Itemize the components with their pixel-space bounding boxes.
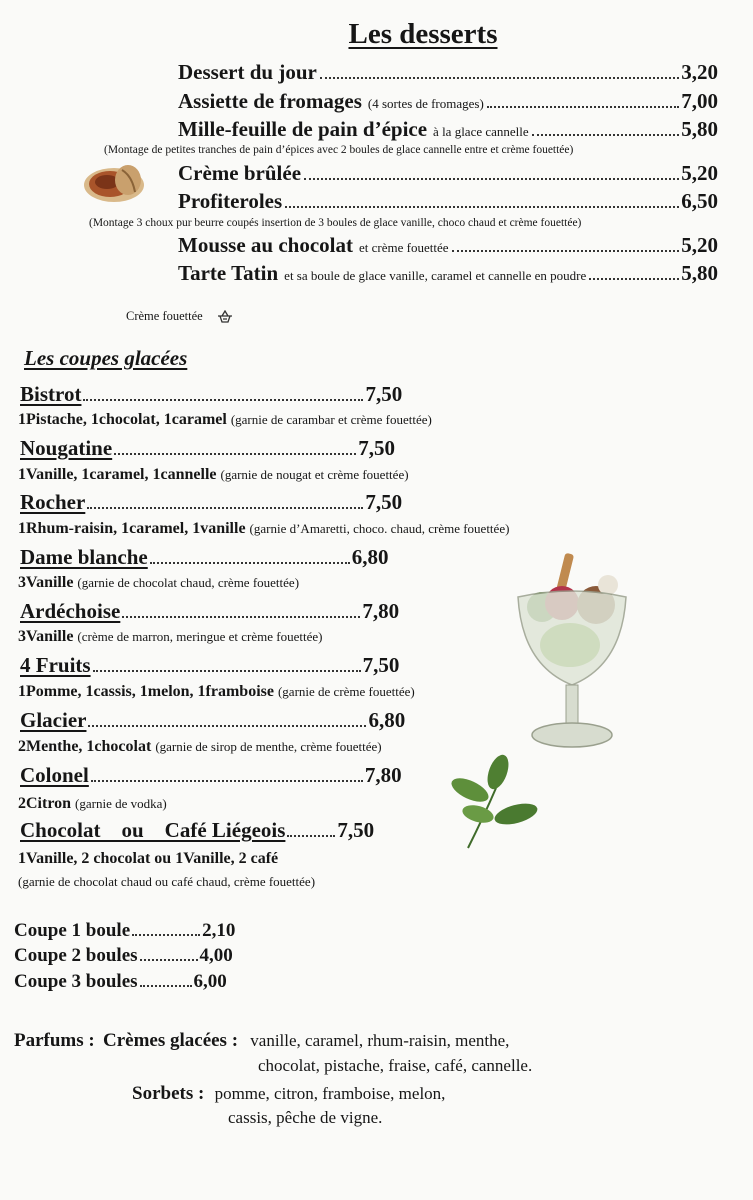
dessert-row — [178, 89, 718, 114]
boule-row — [14, 920, 235, 942]
coupe-name: Glacier — [20, 708, 87, 732]
sorbets-label: Sorbets : — [132, 1083, 205, 1104]
leader-dots — [304, 178, 679, 180]
boule-price: 6,00 — [193, 971, 227, 992]
leader-dots — [452, 250, 680, 252]
sorbets-list: pomme, citron, framboise, melon, — [214, 1084, 446, 1103]
dessert-name: Assiette de fromages — [178, 89, 362, 113]
coupe-flavors: 3Vanille — [18, 574, 74, 591]
coupe-flavors: 3Vanille — [18, 628, 74, 645]
dessert-name: Tarte Tatin — [178, 261, 279, 285]
dessert-row — [178, 189, 718, 214]
coupe-garnish: (garnie de sirop de menthe, crème fouettée) — [155, 739, 382, 754]
coupe-description — [18, 683, 415, 701]
dessert-price: 7,00 — [681, 89, 718, 113]
leader-dots — [91, 780, 363, 782]
dessert-row — [178, 233, 718, 258]
coupe-name: Chocolat ou Café Liégeois — [20, 818, 286, 842]
boule-row — [14, 971, 227, 993]
dessert-row — [178, 117, 718, 142]
creme-fouettee-legend — [126, 309, 233, 324]
creme-brulee-image — [80, 160, 150, 206]
coupe-flavors: 1Pistache, 1chocolat, 1caramel — [18, 411, 227, 428]
coupe-row — [20, 545, 389, 570]
coupe-description — [18, 520, 509, 538]
cremes-list-continued: chocolat, pistache, fraise, café, cannelle. — [258, 1056, 533, 1075]
coupe-description — [18, 466, 409, 484]
legend-label: Crème fouettée — [126, 309, 203, 323]
coupe-garnish: (garnie de nougat et crème fouettée) — [220, 467, 409, 482]
coupe-garnish: (garnie de crème fouettée) — [277, 684, 415, 699]
coupe-name: 4 Fruits — [20, 653, 91, 677]
dessert-name: Dessert du jour — [178, 60, 317, 84]
coupe-description — [18, 738, 382, 756]
dessert-detail: (4 sortes de fromages) — [367, 96, 484, 111]
boule-label: Coupe 1 boule — [14, 920, 131, 941]
coupe-name: Ardéchoise — [20, 599, 121, 623]
coupe-price: 7,50 — [362, 653, 400, 677]
coupe-row — [20, 436, 395, 461]
coupe-price: 7,50 — [365, 490, 403, 514]
coupe-description — [18, 574, 299, 592]
coupe-garnish: (crème de marron, meringue et crème fouettée) — [77, 629, 323, 644]
dessert-price: 5,20 — [681, 161, 718, 185]
coupe-price: 7,80 — [362, 599, 400, 623]
sorbets-list-continued: cassis, pêche de vigne. — [228, 1108, 383, 1127]
coupe-garnish: (garnie de chocolat chaud ou café chaud, crème fouettée) — [18, 874, 316, 889]
dessert-detail: et sa boule de glace vanille, caramel et cannelle en poudre — [284, 268, 587, 283]
leader-dots — [140, 985, 192, 987]
parfums-line — [14, 1030, 509, 1052]
coupe-description — [18, 873, 315, 891]
dessert-price: 5,20 — [681, 233, 718, 257]
coupe-row — [20, 653, 399, 678]
leader-dots — [132, 934, 200, 936]
coupe-row — [20, 818, 374, 843]
coupe-row — [20, 490, 402, 515]
coupe-price: 6,80 — [351, 545, 389, 569]
coupe-price: 7,50 — [337, 818, 375, 842]
coupe-description — [18, 850, 278, 868]
dessert-row — [178, 161, 718, 186]
dessert-note: (Montage 3 choux pur beurre coupés insertion de 3 boules de glace vanille, choco chaud et crème fouettée) — [89, 217, 582, 229]
coupe-name: Bistrot — [20, 382, 82, 406]
boule-label: Coupe 2 boules — [14, 945, 138, 966]
leader-dots — [83, 399, 363, 401]
dessert-name: Mousse au chocolat — [178, 233, 353, 257]
boule-price: 2,10 — [202, 920, 236, 941]
leader-dots — [589, 278, 679, 280]
coupe-name: Dame blanche — [20, 545, 148, 569]
coupe-name: Nougatine — [20, 436, 113, 460]
coupe-row — [20, 763, 402, 788]
leader-dots — [87, 507, 363, 509]
dessert-detail: à la glace cannelle — [433, 124, 529, 139]
dessert-name: Profiteroles — [178, 189, 283, 213]
mint-leaves-image — [440, 752, 540, 852]
leader-dots — [140, 959, 198, 961]
dessert-price: 5,80 — [681, 117, 718, 141]
boule-row — [14, 945, 233, 967]
leader-dots — [93, 670, 361, 672]
dessert-price: 3,20 — [681, 60, 718, 84]
dessert-name: Crème brûlée — [178, 161, 302, 185]
leader-dots — [88, 725, 366, 727]
parfums-label: Parfums : — [14, 1030, 95, 1051]
ice-cream-sundae-image — [512, 545, 632, 755]
coupe-flavors: 1Pomme, 1cassis, 1melon, 1framboise — [18, 683, 274, 700]
leader-dots — [287, 835, 335, 837]
dessert-row — [178, 261, 718, 286]
coupe-flavors: 2Citron — [18, 795, 72, 812]
coupe-garnish: (garnie de chocolat chaud, crème fouettée) — [77, 575, 300, 590]
coupe-price: 6,80 — [368, 708, 406, 732]
whipped-cream-icon — [217, 310, 233, 323]
leader-dots — [285, 206, 679, 208]
coupe-flavors: 1Vanille, 2 chocolat ou 1Vanille, 2 café — [18, 850, 279, 867]
sorbets-line — [132, 1083, 445, 1105]
dessert-detail: et crème fouettée — [359, 240, 449, 255]
leader-dots — [114, 453, 356, 455]
coupe-row — [20, 708, 405, 733]
page-title: Les desserts — [348, 18, 498, 50]
coupe-description — [18, 795, 167, 813]
coupe-row — [20, 599, 399, 624]
coupe-price: 7,50 — [358, 436, 395, 460]
leader-dots — [532, 134, 680, 136]
coupe-description — [18, 411, 432, 429]
boule-label: Coupe 3 boules — [14, 971, 138, 992]
coupe-flavors: 1Rhum-raisin, 1caramel, 1vanille — [18, 520, 246, 537]
coupe-price: 7,50 — [365, 382, 403, 406]
coupe-flavors: 2Menthe, 1chocolat — [18, 738, 152, 755]
dessert-row — [178, 60, 718, 85]
coupe-garnish: (garnie d’Amaretti, choco. chaud, crème fouettée) — [249, 521, 510, 536]
coupe-garnish: (garnie de vodka) — [75, 796, 167, 811]
cremes-list: vanille, caramel, rhum-raisin, menthe, — [250, 1031, 510, 1050]
coupe-flavors: 1Vanille, 1caramel, 1cannelle — [18, 466, 217, 483]
coupe-garnish: (garnie de carambar et crème fouettée) — [230, 412, 432, 427]
dessert-price: 5,80 — [681, 261, 718, 285]
cremes-label: Crèmes glacées : — [102, 1030, 239, 1051]
leader-dots — [150, 562, 350, 564]
coupe-row — [20, 382, 402, 407]
dessert-price: 6,50 — [681, 189, 718, 213]
coupe-name: Rocher — [20, 490, 86, 514]
coupes-title: Les coupes glacées — [24, 346, 188, 370]
leader-dots — [122, 616, 360, 618]
leader-dots — [487, 106, 679, 108]
dessert-note: (Montage de petites tranches de pain d’épices avec 2 boules de glace cannelle entre et crème fouettée) — [104, 144, 574, 156]
coupe-description — [18, 628, 322, 646]
dessert-name: Mille-feuille de pain d’épice — [178, 117, 428, 141]
leader-dots — [320, 77, 679, 79]
coupe-price: 7,80 — [364, 763, 402, 787]
boule-price: 4,00 — [199, 945, 233, 966]
coupe-name: Colonel — [20, 763, 89, 787]
